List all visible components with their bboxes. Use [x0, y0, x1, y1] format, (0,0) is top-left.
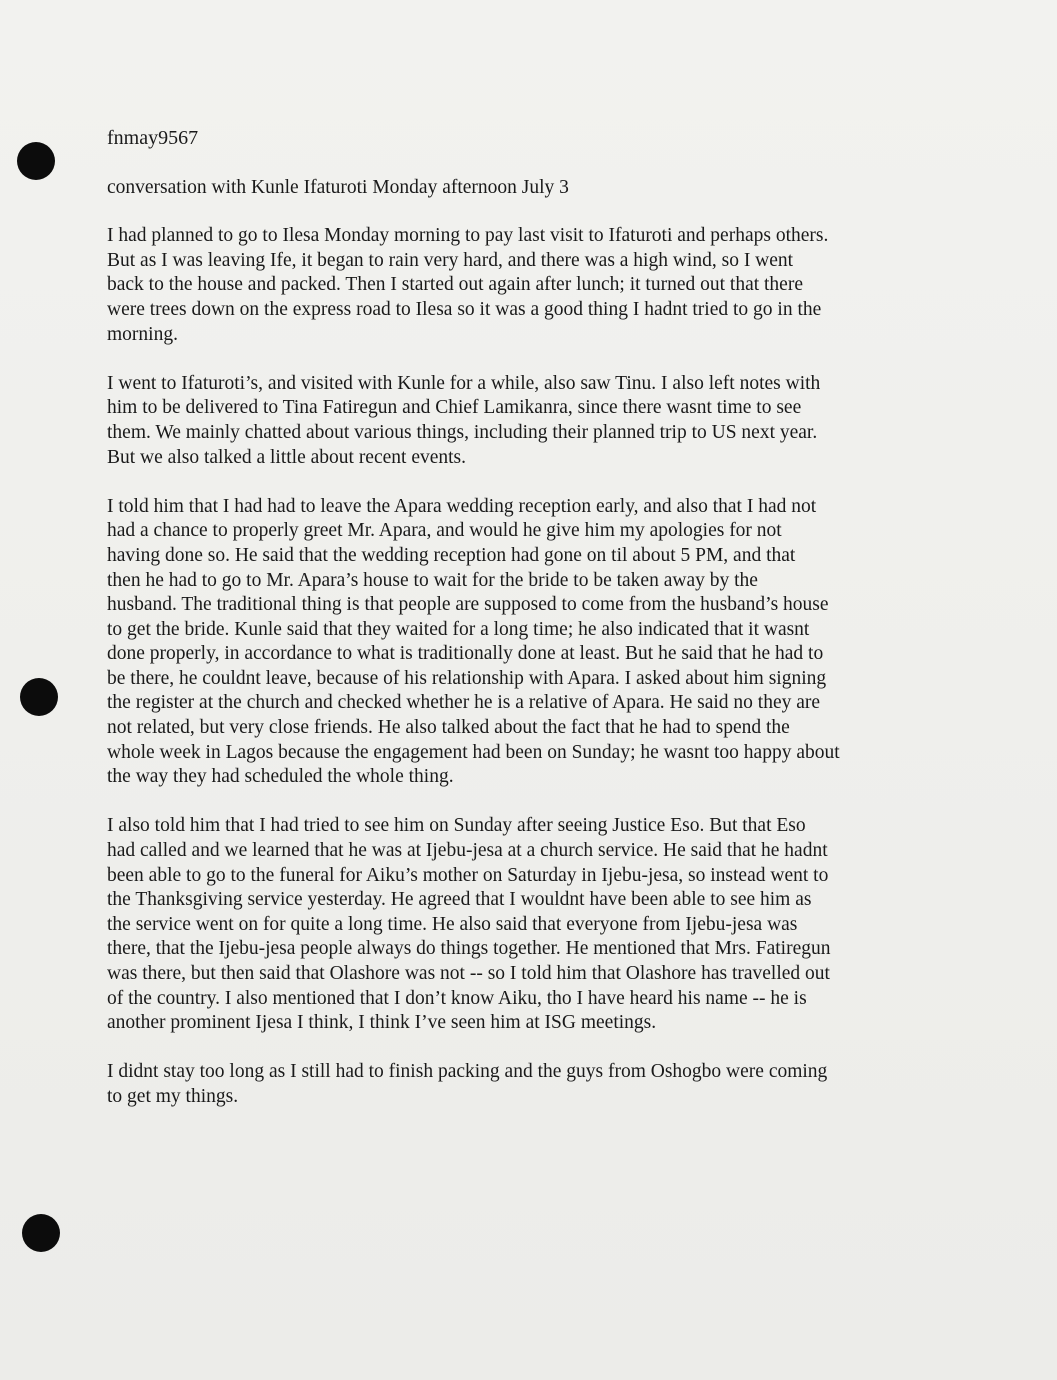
text-line: husband. The traditional thing is that people are supposed to come from the husband’s house	[107, 594, 829, 616]
text-line: done properly, in accordance to what is traditionally done at least. But he said that he had to	[107, 643, 824, 665]
text-line: be there, he couldnt leave, because of his relationship with Apara. I asked about him signing	[107, 667, 827, 689]
text-line: whole week in Lagos because the engagement had been on Sunday; he wasnt too happy about	[107, 741, 840, 763]
text-line: But we also talked a little about recent events.	[107, 446, 467, 468]
text-line: were trees down on the express road to Ilesa so it was a good thing I hadnt tried to go in the	[107, 298, 822, 320]
text-line: I went to Ifaturoti’s, and visited with Kunle for a while, also saw Tinu. I also left notes with	[107, 372, 821, 394]
text-line: having done so. He said that the wedding reception had gone on til about 5 PM, and that	[107, 544, 796, 566]
document-title: conversation with Kunle Ifaturoti Monday afternoon July 3	[107, 176, 569, 198]
text-line: to get the bride. Kunle said that they waited for a long time; he also indicated that it wasnt	[107, 618, 810, 640]
paragraph	[107, 814, 927, 1035]
paragraph	[107, 495, 927, 790]
text-line: the register at the church and checked whether he is a relative of Apara. He said no they are	[107, 692, 821, 714]
text-line: had called and we learned that he was at Ijebu-jesa at a church service. He said that he hadnt	[107, 840, 828, 862]
paragraph	[107, 372, 927, 470]
text-line: the Thanksgiving service yesterday. He agreed that I wouldnt have been able to see him as	[107, 889, 812, 911]
text-line: been able to go to the funeral for Aiku’s mother on Saturday in Ijebu-jesa, so instead went to	[107, 864, 829, 886]
punch-hole-top	[17, 142, 55, 180]
punch-hole-middle	[20, 678, 58, 716]
text-line: But as I was leaving Ife, it began to rain very hard, and there was a high wind, so I went	[107, 249, 794, 271]
punch-hole-bottom	[22, 1214, 60, 1252]
paragraph-list	[107, 224, 927, 1109]
text-line: them. We mainly chatted about various things, including their planned trip to US next year.	[107, 421, 818, 443]
text-line: there, that the Ijebu-jesa people always do things together. He mentioned that Mrs. Fatiregun	[107, 938, 831, 960]
text-line: him to be delivered to Tina Fatiregun and Chief Lamikanra, since there wasnt time to see	[107, 397, 802, 419]
text-line: to get my things.	[107, 1085, 239, 1107]
text-line: I had planned to go to Ilesa Monday morning to pay last visit to Ifaturoti and perhaps others.	[107, 225, 829, 247]
text-line: then he had to go to Mr. Apara’s house to wait for the bride to be taken away by the	[107, 569, 758, 591]
paragraph	[107, 224, 927, 347]
text-line: I didnt stay too long as I still had to finish packing and the guys from Oshogbo were coming	[107, 1061, 828, 1083]
text-line: I also told him that I had tried to see him on Sunday after seeing Justice Eso. But that Eso	[107, 815, 806, 837]
text-line: another prominent Ijesa I think, I think I’ve seen him at ISG meetings.	[107, 1012, 657, 1034]
paragraph	[107, 1060, 927, 1109]
text-line: was there, but then said that Olashore was not -- so I told him that Olashore has travelled out	[107, 963, 830, 984]
document-body	[107, 126, 927, 1134]
text-line: the way they had scheduled the whole thing.	[107, 766, 454, 788]
text-line: back to the house and packed. Then I started out again after lunch; it turned out that there	[107, 274, 803, 296]
text-line: morning.	[107, 323, 178, 345]
text-line: had a chance to properly greet Mr. Apara, and would he give him my apologies for not	[107, 520, 782, 542]
text-line: not related, but very close friends. He also talked about the fact that he had to spend the	[107, 717, 790, 739]
text-line: the service went on for quite a long time. He also said that everyone from Ijebu-jesa was	[107, 913, 798, 935]
document-id: fnmay9567	[107, 127, 199, 149]
text-line: I told him that I had had to leave the Apara wedding reception early, and also that I had not	[107, 495, 817, 517]
text-line: of the country. I also mentioned that I don’t know Aiku, tho I have heard his name -- he is	[107, 987, 807, 1009]
